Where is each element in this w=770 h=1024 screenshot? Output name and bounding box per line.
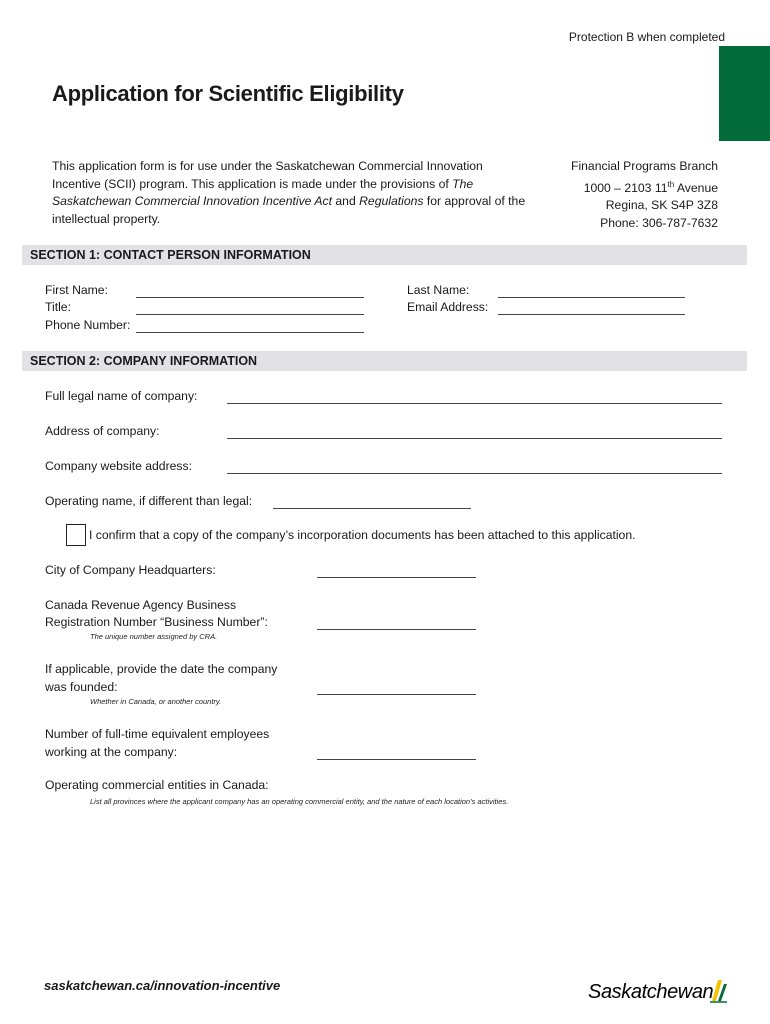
saskatchewan-logo [588, 974, 728, 1004]
first-name-label: First Name: [45, 283, 108, 297]
city-hq-field[interactable] [317, 577, 476, 578]
founded-label-line1: If applicable, provide the date the company [45, 662, 278, 676]
city-hq-label: City of Company Headquarters: [45, 563, 216, 577]
branch-street [571, 176, 718, 198]
company-address-field[interactable] [227, 438, 722, 439]
section1-heading: SECTION 1: CONTACT PERSON INFORMATION [22, 245, 747, 265]
employees-field[interactable] [317, 759, 476, 760]
intro-paragraph [52, 158, 532, 228]
street-ordinal: th [667, 179, 675, 189]
company-address-label: Address of company: [45, 424, 160, 438]
cra-label-line1: Canada Revenue Agency Business [45, 598, 237, 612]
logo-wordmark: Saskatchewan [588, 981, 714, 1003]
branch-name: Financial Programs Branch [571, 159, 718, 173]
act-name: The Saskatchewan Commercial Innovation Incentive Act [52, 176, 474, 208]
regulations-name: Regulations [359, 194, 424, 208]
protection-notice: Protection B when completed [568, 30, 725, 44]
last-name-field[interactable] [498, 297, 685, 298]
page-title: Application for Scientific Eligibility [52, 81, 404, 106]
legal-name-field[interactable] [227, 403, 722, 404]
footer-url[interactable]: saskatchewan.ca/innovation-incentive [44, 978, 281, 993]
website-field[interactable] [227, 473, 722, 474]
operating-name-label: Operating name, if different than legal: [45, 494, 253, 508]
email-label: Email Address: [407, 300, 489, 314]
intro-text-and: and [332, 194, 360, 208]
founded-hint: Whether in Canada, or another country. [90, 697, 222, 706]
incorporation-confirm-label: I confirm that a copy of the company’s incorporation documents has been attached to this application. [89, 528, 636, 542]
phone-label: Phone Number: [45, 318, 131, 332]
branch-address [571, 158, 718, 232]
email-field[interactable] [498, 314, 685, 315]
last-name-label: Last Name: [407, 283, 470, 297]
cra-label-line2: Registration Number “Business Number”: [45, 615, 268, 629]
section2-heading: SECTION 2: COMPANY INFORMATION [22, 351, 747, 371]
street-number: 1000 – 2103 11 [583, 180, 668, 195]
employees-label-line1: Number of full-time equivalent employees [45, 727, 270, 741]
intro-text: This application form is for use under the Saskatchewan Commercial Innovation Incentive (SCII) program. This application is made under the provisions of [52, 159, 483, 191]
green-tab-decoration [719, 46, 770, 141]
website-label: Company website address: [45, 459, 192, 473]
founded-date-field[interactable] [317, 694, 476, 695]
branch-city: Regina, SK S4P 3Z8 [605, 198, 718, 213]
street-name: Avenue [674, 180, 718, 195]
title-field[interactable] [136, 314, 364, 315]
incorporation-checkbox[interactable] [66, 524, 86, 546]
employees-label-line2: working at the company: [45, 745, 178, 759]
entities-label: Operating commercial entities in Canada: [45, 778, 269, 792]
branch-phone: Phone: 306-787-7632 [600, 215, 718, 230]
operating-name-field[interactable] [273, 508, 471, 509]
phone-field[interactable] [136, 332, 364, 333]
first-name-field[interactable] [136, 297, 364, 298]
business-number-field[interactable] [317, 629, 476, 630]
cra-hint: The unique number assigned by CRA. [90, 632, 218, 641]
founded-label-line2: was founded: [45, 680, 118, 694]
intro-text-end: for approval of the intellectual property. [52, 194, 526, 226]
entities-hint: List all provinces where the applicant company has an operating commercial entity, and the nature of each location’s activities. [90, 797, 509, 806]
title-label: Title: [45, 300, 71, 314]
legal-name-label: Full legal name of company: [45, 389, 198, 403]
